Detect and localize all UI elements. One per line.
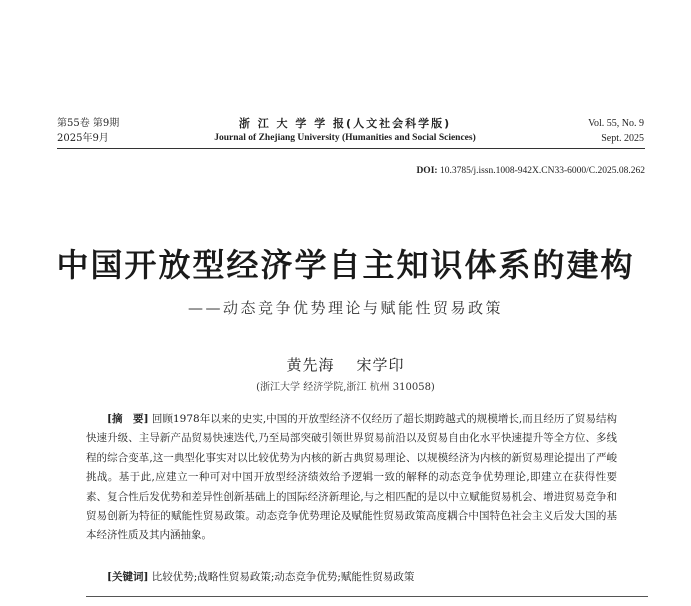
author-name: 黄先海	[286, 356, 335, 374]
abstract	[86, 410, 617, 546]
abstract-text: 回顾1978年以来的史实,中国的开放型经济不仅经历了超长期跨越式的规模增长,而且经历了贸易结构快速升级、主导新产品贸易快速迭代,乃至局部突破引领世界贸易前沿以及贸易自由化水平快速提升等全方位、多线程的综合变革,这一典型化事实对以比较优势为内核的新古典贸易理论、以规模经济为内核的新贸易理论提出了严峻挑战。基于此,应建立一种可对中国开放型经济绩效给予逻辑一致的解释的动态竞争优势理论,即建立在获得性要素、复合性后发优势和差异性创新基础上的国际经济新理论,与之相匹配的是以中立赋能贸易机会、增进贸易竞争和贸易创新为特征的赋能性贸易政策。动态竞争优势理论及赋能性贸易政策高度耦合中国特色社会主义后发大国的基本经济性质及其内涵抽象。	[86, 413, 617, 542]
doi-label: DOI:	[416, 166, 438, 176]
article-subtitle: ——动态竞争优势理论与赋能性贸易政策	[187, 299, 503, 317]
journal-name-cn: 浙 江 大 学 学 报(人文社会科学版)	[238, 117, 452, 130]
doi-value: 10.3785/j.issn.1008-942X.CN33-6000/C.2025.08.262	[439, 166, 645, 176]
running-header-right	[588, 116, 644, 146]
date-en: Sept. 2025	[601, 133, 644, 144]
article-title: 中国开放型经济学自主知识体系的建构	[56, 246, 635, 284]
author-name: 宋学印	[356, 356, 405, 374]
author-affiliation: (浙江大学 经济学院,浙江 杭州 310058)	[256, 382, 435, 393]
keywords	[107, 568, 617, 587]
running-header-center	[170, 116, 520, 146]
date-cn: 2025年9月	[57, 133, 109, 144]
volume-issue-en: Vol. 55, No. 9	[588, 118, 644, 129]
doi-line	[416, 166, 645, 176]
keywords-text: 比较优势;战略性贸易政策;动态竞争优势;赋能性贸易政策	[151, 571, 415, 583]
author-line	[0, 354, 691, 375]
bottom-rule	[86, 596, 648, 597]
running-header-left	[57, 116, 119, 146]
header-rule	[57, 148, 645, 149]
keywords-label: [关键词]	[107, 571, 149, 583]
abstract-label: [摘 要]	[107, 413, 149, 425]
journal-name-en: Journal of Zhejiang University (Humanities and Social Sciences)	[214, 133, 476, 143]
volume-issue-cn: 第55卷 第9期	[57, 118, 120, 129]
